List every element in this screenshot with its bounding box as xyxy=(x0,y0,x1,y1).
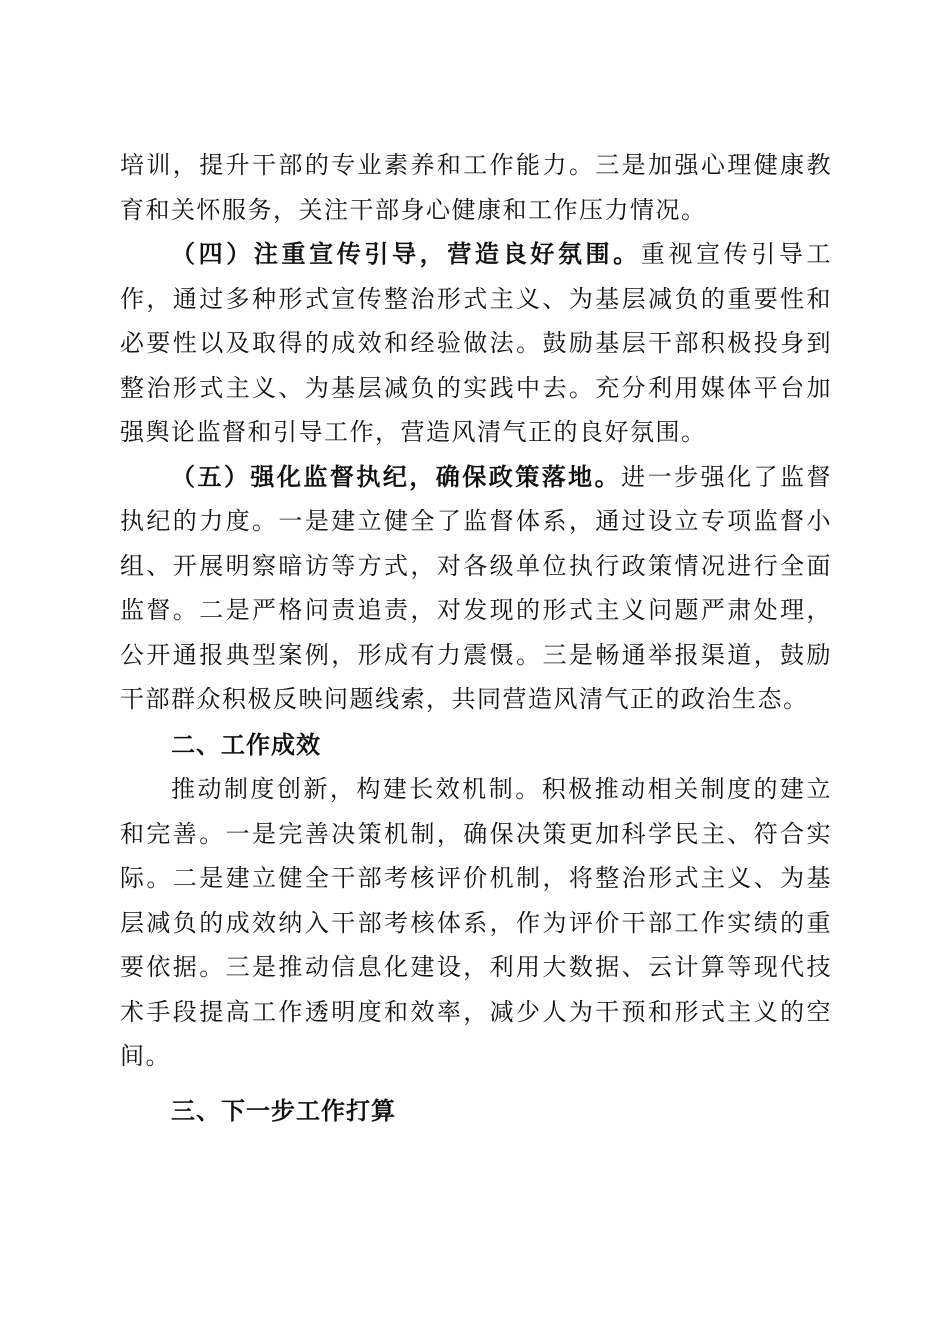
paragraph-work-results xyxy=(120,767,832,1079)
paragraph-continuation xyxy=(120,143,832,232)
section-4-body: 重视宣传引导工作，通过多种形式宣传整治形式主义、为基层减负的重要性和必要性以及取得的成效和经验做法。鼓励基层干部积极投身到整治形式主义、为基层减负的实践中去。充分利用媒体平台加强舆论监督和引导工作，营造风清气正的良好氛围。 xyxy=(120,240,833,446)
section-4-lead: （四）注重宣传引导，营造良好氛围。 xyxy=(171,239,641,268)
section-5-lead: （五）强化监督执纪，确保政策落地。 xyxy=(171,461,622,491)
section-5-body: 进一步强化了监督执纪的力度。一是建立健全了监督体系，通过设立专项监督小组、开展明察暗访等方式，对各级单位执行政策情况进行全面监督。二是严格问责追责，对发现的形式主义问题严肃处理，公开通报典型案例，形成有力震慑。三是畅通举报渠道，鼓励干部群众积极反映问题线索，共同营造风清气正的政治生态。 xyxy=(120,462,833,713)
heading-work-results: 二、工作成效 xyxy=(171,730,321,759)
document-body xyxy=(120,143,832,1133)
work-results-text: 推动制度创新，构建长效机制。积极推动相关制度的建立和完善。一是完善决策机制，确保决策更加科学民主、符合实际。二是建立健全干部考核评价机制，将整治形式主义、为基层减负的成效纳入干部考核体系，作为评价干部工作实绩的重要依据。三是推动信息化建设，利用大数据、云计算等现代技术手段提高工作透明度和效率，减少人为干预和形式主义的空间。 xyxy=(120,775,832,1070)
paragraph-section-4 xyxy=(120,232,832,455)
heading-next-steps: 三、下一步工作打算 xyxy=(171,1096,396,1125)
paragraph-text: 培训，提升干部的专业素养和工作能力。三是加强心理健康教育和关怀服务，关注干部身心健康和工作压力情况。 xyxy=(120,151,832,224)
paragraph-section-5 xyxy=(120,455,832,722)
